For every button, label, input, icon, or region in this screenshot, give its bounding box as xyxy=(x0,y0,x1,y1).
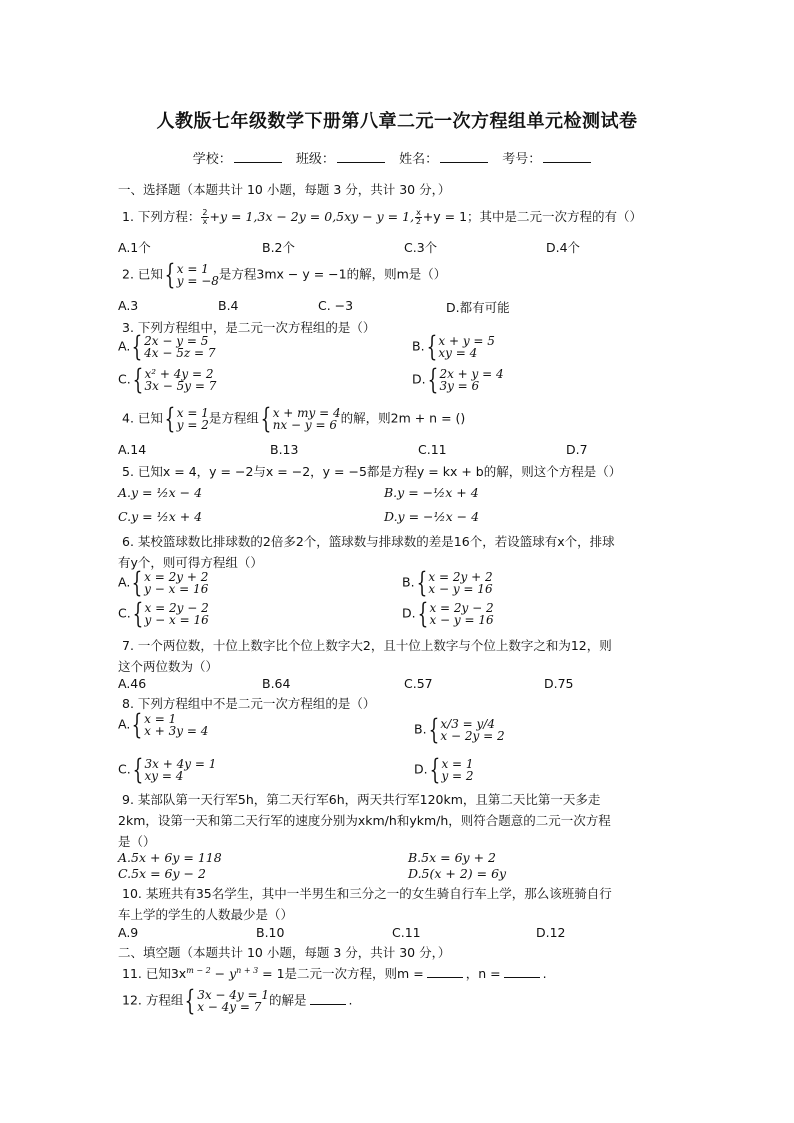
q7-option-d[interactable]: D.75 xyxy=(544,676,574,691)
answer-blank[interactable] xyxy=(310,994,346,1005)
q7-option-b[interactable]: B.64 xyxy=(262,676,291,691)
q10-option-c[interactable]: C.11 xyxy=(392,925,421,940)
name-field[interactable] xyxy=(440,150,488,163)
q10-option-b[interactable]: B.10 xyxy=(256,925,285,940)
q5-option-a[interactable]: A.y = ½x − 4 xyxy=(118,485,203,500)
fraction: $\frac{x}{2}$ xyxy=(415,208,421,226)
name-label: 姓名： xyxy=(399,152,439,167)
section-choice-heading: 一、选择题（本题共计 10 小题，每题 3 分，共计 30 分，） xyxy=(118,182,451,197)
q10-option-a[interactable]: A.9 xyxy=(118,925,139,940)
fraction: $\frac{2}{x}$ xyxy=(202,208,208,226)
equation-system: { x = 1 y = −8 xyxy=(164,258,219,291)
q4-option-b[interactable]: B.13 xyxy=(270,442,299,457)
q6-option-a[interactable]: A. { x = 2y + 2 y − x = 16 xyxy=(118,566,209,599)
q8-option-c[interactable]: C. { 3x + 4y = 1 xy = 4 xyxy=(118,753,217,786)
question-11-stem: 11. 已知$3x^{m - 2} - y^{n + 3} = 1$是二元一次方程，则m = ，n = . xyxy=(122,965,547,981)
q5-option-d[interactable]: D.y = −½x − 4 xyxy=(384,509,480,524)
q6-option-c[interactable]: C. { x = 2y − 2 y − x = 16 xyxy=(118,597,209,630)
q9-option-d[interactable]: D.5(x + 2) = 6y xyxy=(408,866,507,881)
question-6-line-1: 6. 某校篮球数比排球数的2倍多2个，篮球数与排球数的差是16个，若设篮球有x个，排球 xyxy=(122,534,615,549)
question-8-stem: 8. 下列方程组中不是二元一次方程组的是（） xyxy=(122,696,376,711)
q6-option-d[interactable]: D. { x = 2y − 2 x − y = 16 xyxy=(402,597,494,630)
q4-option-a[interactable]: A.14 xyxy=(118,442,147,457)
school-label: 学校： xyxy=(192,152,232,167)
question-7-line-1: 7. 一个两位数，十位上数字比个位上数字大2，且十位上数字与个位上数字之和为12，则 xyxy=(122,638,612,653)
question-9-line-2: 2km，设第一天和第二天行军的速度分别为xkm/h和ykm/h，则符合题意的二元一次方程 xyxy=(118,813,611,828)
q2-option-a[interactable]: A.3 xyxy=(118,298,139,313)
question-7-line-2: 这个两位数为（） xyxy=(118,659,219,674)
q8-option-d[interactable]: D. { x = 1 y = 2 xyxy=(414,753,474,786)
q5-option-c[interactable]: C.y = ½x + 4 xyxy=(118,509,203,524)
question-9-line-3: 是（） xyxy=(118,834,156,849)
class-field[interactable] xyxy=(337,150,385,163)
q7-option-a[interactable]: A.46 xyxy=(118,676,147,691)
question-6-line-2: 有y个，则可得方程组（） xyxy=(118,555,263,570)
question-3-stem: 3. 下列方程组中，是二元一次方程组的是（） xyxy=(122,320,376,335)
q2-option-d[interactable]: D.都有可能 xyxy=(446,300,510,315)
q9-option-c[interactable]: C.5x = 6y − 2 xyxy=(118,866,206,881)
page-title: 人教版七年级数学下册第八章二元一次方程组单元检测试卷 xyxy=(156,111,638,132)
question-9-line-1: 9. 某部队第一天行军5h，第二天行军6h，两天共行军120km，且第二天比第一天多走 xyxy=(122,792,601,807)
q8-option-b[interactable]: B. { x/3 = y/4 x − 2y = 2 xyxy=(414,713,505,746)
q3-option-a[interactable]: A. { 2x − y = 5 4x − 5z = 7 xyxy=(118,330,216,363)
question-2-stem: 2. 已知 { x = 1 y = −8 是方程3mx − y = −1的解，则m是（） xyxy=(122,258,447,291)
q8-option-a[interactable]: A. { x = 1 x + 3y = 4 xyxy=(118,708,209,741)
q7-option-c[interactable]: C.57 xyxy=(404,676,433,691)
question-12-stem: 12. 方程组 { 3x − 4y = 1 x − 4y = 7 的解是 . xyxy=(122,984,353,1017)
q9-option-b[interactable]: B.5x = 6y + 2 xyxy=(408,850,496,865)
class-label: 班级： xyxy=(295,152,335,167)
q1-option-d[interactable]: D.4个 xyxy=(546,240,581,255)
section-fill-heading: 二、填空题（本题共计 10 小题，每题 3 分，共计 30 分，） xyxy=(118,945,451,960)
question-1-stem: 1. 下列方程： $\frac{2}{x}$ +y = 1,3x − 2y = 0,5xy − y = 1, $\frac{x}{2}$ +y = 1；其中是二元一次方程的有（） xyxy=(122,208,643,226)
answer-blank[interactable] xyxy=(504,967,540,978)
question-5-stem: 5. 已知x = 4，y = −2与x = −2，y = −5都是方程y = kx + b的解，则这个方程是（） xyxy=(122,464,622,479)
q1-option-b[interactable]: B.2个 xyxy=(262,240,296,255)
q2-option-b[interactable]: B.4 xyxy=(218,298,239,313)
q6-option-b[interactable]: B. { x = 2y + 2 x − y = 16 xyxy=(402,566,493,599)
q2-option-c[interactable]: C. −3 xyxy=(318,298,354,313)
exam-no-label: 考号： xyxy=(502,152,542,167)
q4-option-d[interactable]: D.7 xyxy=(566,442,588,457)
question-10-line-1: 10. 某班共有35名学生，其中一半男生和三分之一的女生骑自行车上学，那么该班骑自行 xyxy=(122,886,612,901)
q1-option-a[interactable]: A.1个 xyxy=(118,240,151,255)
student-info-line xyxy=(0,148,794,167)
question-4-stem: 4. 已知 { x = 1 y = 2 是方程组 { x + my = 4 nx − y = 6 的解，则2m + n = () xyxy=(122,402,466,435)
q3-option-c[interactable]: C. { x² + 4y = 2 3x − 5y = 7 xyxy=(118,363,217,396)
q4-option-c[interactable]: C.11 xyxy=(418,442,447,457)
q3-option-d[interactable]: D. { 2x + y = 4 3y = 6 xyxy=(412,363,504,396)
exam-no-field[interactable] xyxy=(543,150,591,163)
question-10-line-2: 车上学的学生的人数最少是（） xyxy=(118,907,294,922)
q5-option-b[interactable]: B.y = −½x + 4 xyxy=(384,485,479,500)
school-field[interactable] xyxy=(234,150,282,163)
q10-option-d[interactable]: D.12 xyxy=(536,925,566,940)
q3-option-b[interactable]: B. { x + y = 5 xy = 4 xyxy=(412,330,495,363)
q1-option-c[interactable]: C.3个 xyxy=(404,240,438,255)
q9-option-a[interactable]: A.5x + 6y = 118 xyxy=(118,850,222,865)
answer-blank[interactable] xyxy=(427,967,463,978)
